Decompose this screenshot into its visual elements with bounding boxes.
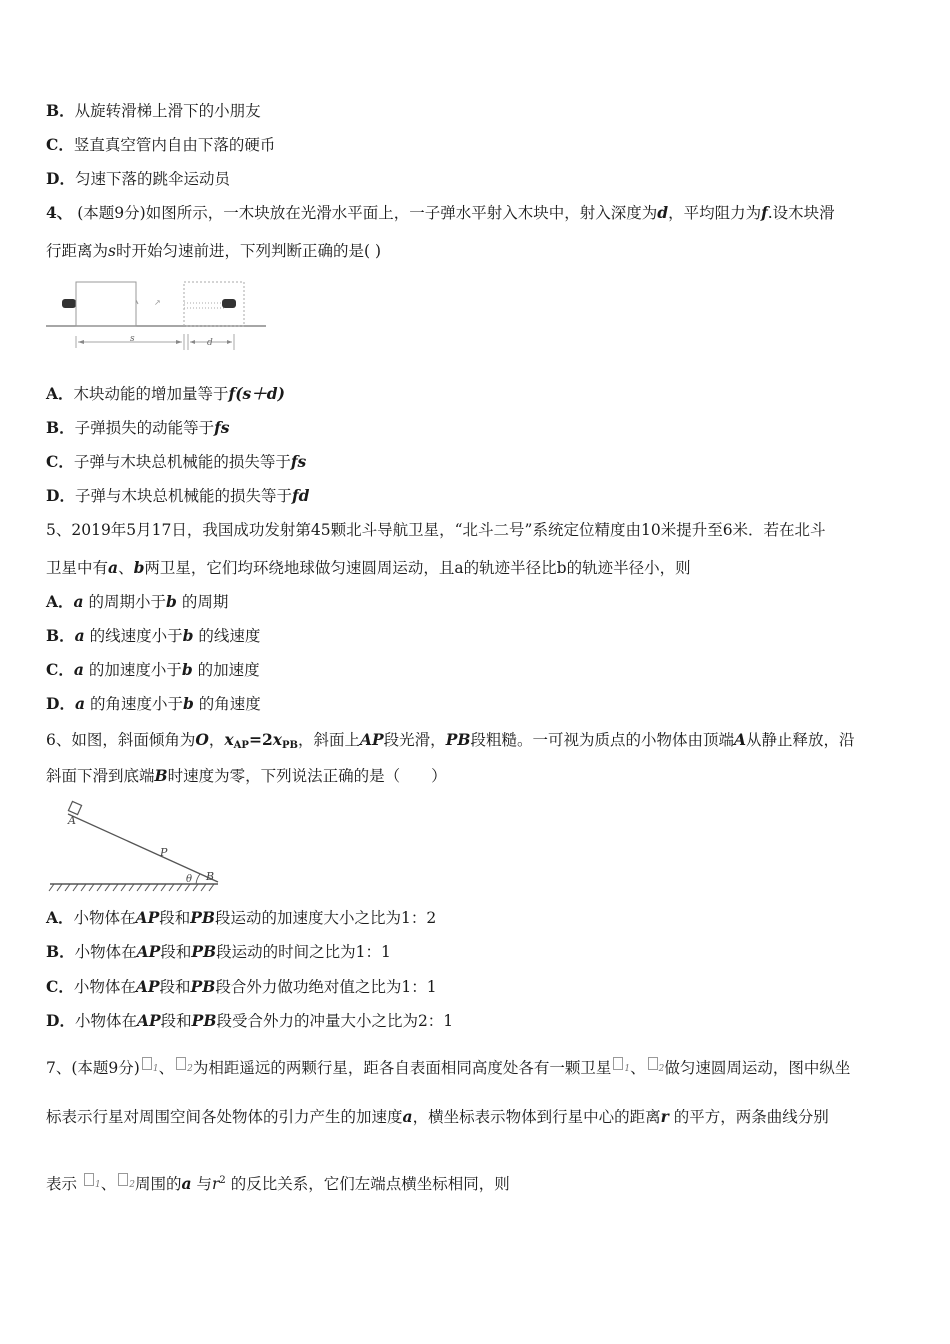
label-d: d (207, 338, 213, 348)
placeholder-p2-icon (176, 1057, 186, 1070)
placeholder-s1-icon (613, 1057, 623, 1070)
label-B: B (206, 870, 215, 883)
q4-stem-line1: 4、 (本题9分)如图所示，一木块放在光滑水平面上，一子弹水平射入木块中，射入深度为d，平均阻力为f.设木块滑 (46, 203, 835, 222)
q5-stem-line2: 卫星中有a、b两卫星，它们均环绕地球做匀速圆周运动，且a的轨迹半径比b的轨迹半径小，则 (46, 558, 691, 577)
q7-stem-line1: 7、(本题9分) 1、 2为相距遥远的两颗行星，距各自表面相同高度处各有一颗卫星 1、 2做匀速圆周运动，图中纵坐 (46, 1059, 851, 1077)
q4-option-a: A．木块动能的增加量等于f(s＋d) (46, 384, 285, 403)
q5-option-c: C．a 的加速度小于b 的加速度 (46, 660, 260, 679)
q6-option-b: B．小物体在AP段和PB段运动的时间之比为1：1 (46, 942, 391, 961)
small-block (68, 801, 81, 814)
block-initial (76, 282, 136, 326)
q4-option-c: C．子弹与木块总机械能的损失等于fs (46, 452, 307, 471)
q3-option-b: B．从旋转滑梯上滑下的小朋友 (46, 101, 261, 120)
label-A: A (68, 814, 76, 827)
q6-stem-line2: 斜面下滑到底端B时速度为零，下列说法正确的是（ ） (46, 766, 447, 785)
q5-option-a: A．a 的周期小于b 的周期 (46, 592, 229, 611)
q3-option-d: D．匀速下落的跳伞运动员 (46, 169, 230, 188)
q4-option-d: D．子弹与木块总机械能的损失等于fd (46, 486, 310, 505)
q7-stem-line3: 表示 1、 2周围的a 与$r^2$ 的反比关系，它们左端点横坐标相同，则 (46, 1174, 510, 1193)
q4-option-b: B．子弹损失的动能等于fs (46, 418, 230, 437)
q7-stem-line2: 标表示行星对周围空间各处物体的引力产生的加速度a，横坐标表示物体到行星中心的距离r 的平方，两条曲线分别 (46, 1107, 829, 1126)
q4-bullet-block-figure (44, 278, 274, 354)
placeholder-s2-icon (648, 1057, 658, 1070)
q3-option-c: C．竖直真空管内自由下落的硬币 (46, 135, 276, 154)
incline-surface (68, 814, 218, 882)
svg-text:↗: ↗ (154, 298, 161, 307)
q5-stem-line1: 5、2019年5月17日，我国成功发射第45颗北斗导航卫星，“北斗二号”系统定位精度由10米提升至6米．若在北斗 (46, 521, 826, 539)
placeholder-p2b-icon (118, 1173, 128, 1186)
q6-option-d: D．小物体在AP段和PB段受合外力的冲量大小之比为2：1 (46, 1011, 454, 1030)
q5-option-d: D．a 的角速度小于b 的角速度 (46, 694, 261, 713)
label-theta: θ (186, 874, 193, 885)
q6-option-c: C．小物体在AP段和PB段合外力做功绝对值之比为1：1 (46, 977, 437, 996)
bullet-initial (62, 299, 76, 308)
q6-option-a: A．小物体在AP段和PB段运动的加速度大小之比为1：2 (46, 908, 437, 927)
q5-option-b: B．a 的线速度小于b 的线速度 (46, 626, 261, 645)
placeholder-p1-icon (142, 1057, 152, 1070)
q4-stem-line2: 行距离为s时开始匀速前进，下列判断正确的是( ) (46, 242, 382, 260)
q6-incline-figure (46, 800, 226, 895)
q6-stem-line1: 6、如图，斜面倾角为O，$x_{AP}=2x_{PB}$，斜面上AP段光滑，PB段粗糙。一可视为质点的小物体由顶端A从静止释放，沿 (46, 730, 855, 751)
bullet-final (222, 299, 236, 308)
label-P: P (160, 846, 168, 859)
label-s: s (130, 334, 135, 344)
angle-arc (196, 874, 200, 884)
placeholder-p1b-icon (84, 1173, 94, 1186)
